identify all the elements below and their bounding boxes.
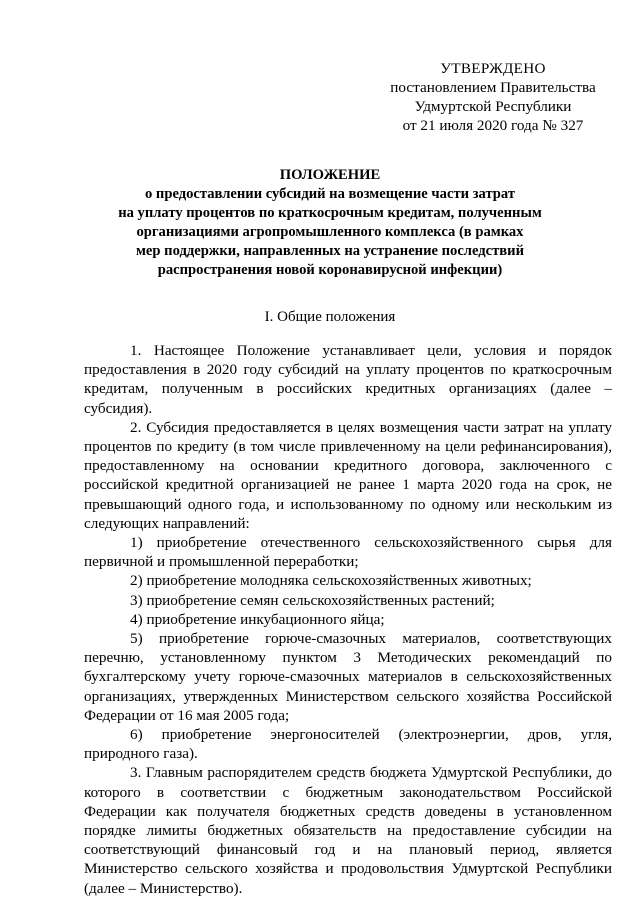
approval-stamp bbox=[368, 59, 618, 135]
approval-line-1: постановлением Правительства bbox=[390, 79, 596, 96]
list-item-3: 3) приобретение семян сельскохозяйственных растений; bbox=[130, 591, 495, 609]
document-body bbox=[84, 341, 612, 898]
approval-title: УТВЕРЖДЕНО bbox=[440, 60, 546, 77]
list-item-5: 5) приобретение горюче-смазочных материалов, соответствующих перечню, установленному пунктом 3 Методических рекомендаций по бухгалтерскому учету горюче-смазочных материалов в сельскохозяйственных организациях, утвержденных Министерством сельского хозяйства Российской Федерации от 16 мая 2005 года; bbox=[84, 630, 612, 724]
list-item-4: 4) приобретение инкубационного яйца; bbox=[130, 610, 385, 628]
approval-line-3: от 21 июля 2020 года № 327 bbox=[402, 117, 584, 134]
list-item-1: 1) приобретение отечественного сельскохозяйственного сырья для первичной и промышленной переработки; bbox=[84, 534, 612, 571]
paragraph-3: 3. Главным распорядителем средств бюджета Удмуртской Республики, до которого в соответствии с бюджетным законодательством Российской Федерации как получателя бюджетных средств доведены в установленном порядке лимиты бюджетных обязательств на предоставление субсидии на соответствующий финансовый год и на плановый период, является Министерство сельского хозяйства и продовольствия Удмуртской Республики (далее – Министерство). bbox=[84, 764, 612, 897]
document-title-line: на уплату процентов по краткосрочным кредитам, полученным bbox=[118, 205, 542, 221]
document-title-heading: ПОЛОЖЕНИЕ bbox=[279, 167, 381, 183]
list-item-2: 2) приобретение молодняка сельскохозяйственных животных; bbox=[130, 572, 532, 590]
document-title-line: о предоставлении субсидий на возмещение части затрат bbox=[144, 186, 516, 202]
document-title-line: мер поддержки, направленных на устранение последствий bbox=[135, 243, 525, 259]
paragraph-1: 1. Настоящее Положение устанавливает цели, условия и порядок предоставления в 2020 году субсидий на уплату процентов по краткосрочным кредитам, полученным в российских кредитных организациях (далее – субсидия). bbox=[84, 342, 612, 417]
document-title-line: организациями агропромышленного комплекса (в рамках bbox=[136, 224, 524, 240]
document-title bbox=[100, 166, 560, 280]
list-item-6: 6) приобретение энергоносителей (электроэнергии, дров, угля, природного газа). bbox=[84, 726, 612, 763]
document-title-line: распространения новой коронавирусной инфекции) bbox=[157, 262, 503, 278]
paragraph-2: 2. Субсидия предоставляется в целях возмещения части затрат на уплату процентов по кредиту (в том числе привлеченному на цели рефинансирования), предоставленному на основании кредитного договора, заключенного с российской кредитной организацией не ранее 1 марта 2020 года на срок, не превышающий одного года, и использованному по одному или нескольким из следующих направлений: bbox=[84, 418, 612, 532]
approval-line-2: Удмуртской Республики bbox=[414, 98, 572, 115]
section-heading: I. Общие положения bbox=[264, 309, 396, 325]
